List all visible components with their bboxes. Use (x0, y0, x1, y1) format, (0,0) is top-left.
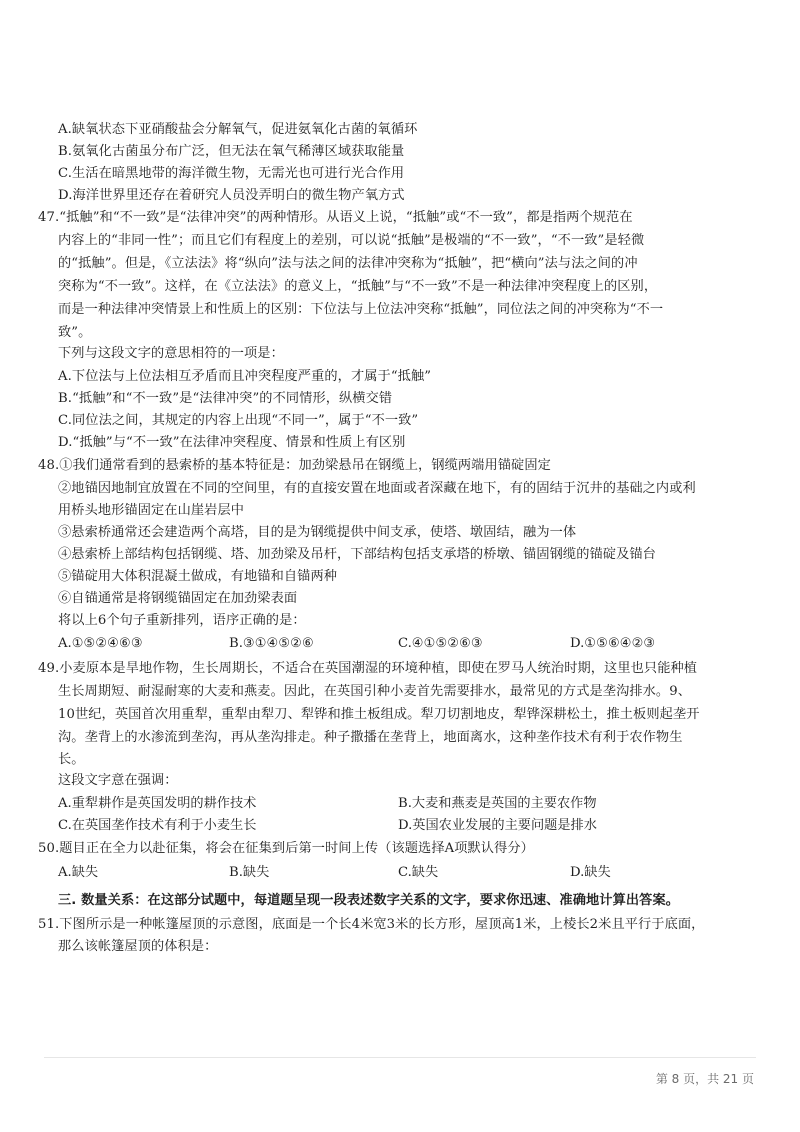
q47-text-line: 的“抵触”。但是，《立法法》将“纵向”法与法之间的法律冲突称为“抵触”，把“横向”法与法之间的冲 (58, 256, 638, 271)
q50-option-b: B.缺失 (229, 865, 270, 880)
footer-divider (44, 1057, 756, 1058)
page-number: 第 8 页，共 21 页 (655, 1072, 754, 1086)
q48-option-c: C.④①⑤②⑥③ (398, 636, 483, 651)
q49-text-line: 长。 (58, 752, 85, 767)
q49-prompt: 这段文字意在强调： (58, 773, 178, 788)
q50-option-c: C.缺失 (398, 865, 439, 880)
q48-sentence: ③悬索桥通常还会建造两个高塔，目的是为钢缆提供中间支承，使塔、墩固结，融为一体 (58, 525, 577, 540)
q46-option-d: D.海洋世界里还存在着研究人员没弄明白的微生物产氧方式 (58, 188, 405, 203)
q51-text-line: 51.下图所示是一种帐篷屋顶的示意图，底面是一个长4米宽3米的长方形，屋顶高1米，上棱长2米且平行于底面， (38, 917, 705, 932)
q47-option-b: B.“抵触”和“不一致”是“法律冲突”的不同情形，纵横交错 (58, 391, 393, 406)
q49-text-line: 生长周期短、耐湿耐寒的大麦和燕麦。因此，在英国引种小麦首先需要排水，最常见的方式是垄沟排水。9、 (58, 684, 691, 699)
q46-option-a: A.缺氧状态下亚硝酸盐会分解氧气，促进氨氧化古菌的氧循环 (58, 122, 418, 137)
q47-option-d: D.“抵触”与“不一致”在法律冲突程度、情景和性质上有区别 (58, 435, 406, 450)
q47-text-line: 内容上的“非同一性”；而且它们有程度上的差别，可以说“抵触”是极端的“不一致”，“不一致”是轻微 (58, 233, 645, 248)
q48-sentence: ⑥自锚通常是将钢缆锚固定在加劲梁表面 (58, 591, 298, 606)
section-heading: 三. 数量关系：在这部分试题中，每道题呈现一段表述数字关系的文字，要求你迅速、准确地计算出答案。 (58, 893, 680, 908)
q47-text-line: 突称为“不一致”。这样，在《立法法》的意义上，“抵触”与“不一致”不是一种法律冲突程度上的区别， (58, 279, 658, 294)
q48-option-a: A.①⑤②④⑥③ (58, 636, 143, 651)
q48-option-d: D.①⑤⑥④②③ (570, 636, 656, 651)
q49-option-c: C.在英国垄作技术有利于小麦生长 (58, 818, 257, 833)
q49-option-a: A.重犁耕作是英国发明的耕作技术 (58, 796, 257, 811)
q48-sentence: 用桥头地形锚固定在山崖岩层中 (58, 503, 245, 518)
q50-option-a: A.缺失 (58, 865, 99, 880)
q49-text-line: 10世纪，英国首次用重犁，重犁由犁刀、犁铧和推土板组成。犁刀切割地皮，犁铧深耕松土，推土板则起垄开 (58, 707, 700, 722)
q47-text-line: 47.“抵触”和“不一致”是“法律冲突”的两种情形。从语义上说，“抵触”或“不一致”，都是指两个规范在 (38, 210, 633, 225)
q48-prompt: 将以上6个句子重新排列，语序正确的是： (58, 613, 306, 628)
q48-sentence: ④悬索桥上部结构包括钢缆、塔、加劲梁及吊杆，下部结构包括支承塔的桥墩、锚固钢缆的锚碇及锚台 (58, 547, 656, 562)
q47-prompt: 下列与这段文字的意思相符的一项是： (58, 346, 284, 361)
q47-text-line: 致”。 (58, 325, 92, 340)
q50-option-d: D.缺失 (570, 865, 611, 880)
q46-option-b: B.氨氧化古菌虽分布广泛，但无法在氧气稀薄区域获取能量 (58, 144, 405, 159)
q49-option-b: B.大麦和燕麦是英国的主要农作物 (398, 796, 597, 811)
q49-text-line: 沟。垄背上的水渗流到垄沟，再从垄沟排走。种子撒播在垄背上，地面离水，这种垄作技术有利于农作物生 (58, 730, 683, 745)
q51-text-line: 那么该帐篷屋顶的体积是： (58, 939, 218, 954)
q50-text: 50.题目正在全力以赴征集，将会在征集到后第一时间上传（该题选择A项默认得分） (38, 841, 534, 856)
q49-option-d: D.英国农业发展的主要问题是排水 (398, 818, 597, 833)
q46-option-c: C.生活在暗黑地带的海洋微生物，无需光也可进行光合作用 (58, 166, 405, 181)
q48-sentence: ⑤锚碇用大体积混凝土做成，有地锚和自锚两种 (58, 569, 338, 584)
q49-text-line: 49.小麦原本是旱地作物，生长周期长，不适合在英国潮湿的环境种植，即使在罗马人统治时期，这里也只能种植 (38, 661, 698, 676)
q47-option-a: A.下位法与上位法相互矛盾而且冲突程度严重的，才属于“抵触” (58, 369, 432, 384)
q47-option-c: C.同位法之间，其规定的内容上出现“不同一”，属于“不一致” (58, 413, 419, 428)
q48-sentence: 48.①我们通常看到的悬索桥的基本特征是：加劲梁悬吊在钢缆上，钢缆两端用锚碇固定 (38, 458, 551, 473)
q48-option-b: B.③①④⑤②⑥ (229, 636, 314, 651)
q48-sentence: ②地锚因地制宜放置在不同的空间里，有的直接安置在地面或者深藏在地下，有的固结于沉井的基础之内或利 (58, 481, 696, 496)
q47-text-line: 而是一种法律冲突情景上和性质上的区别：下位法与上位法冲突称“抵触”，同位法之间的冲突称为“不一 (58, 302, 664, 317)
